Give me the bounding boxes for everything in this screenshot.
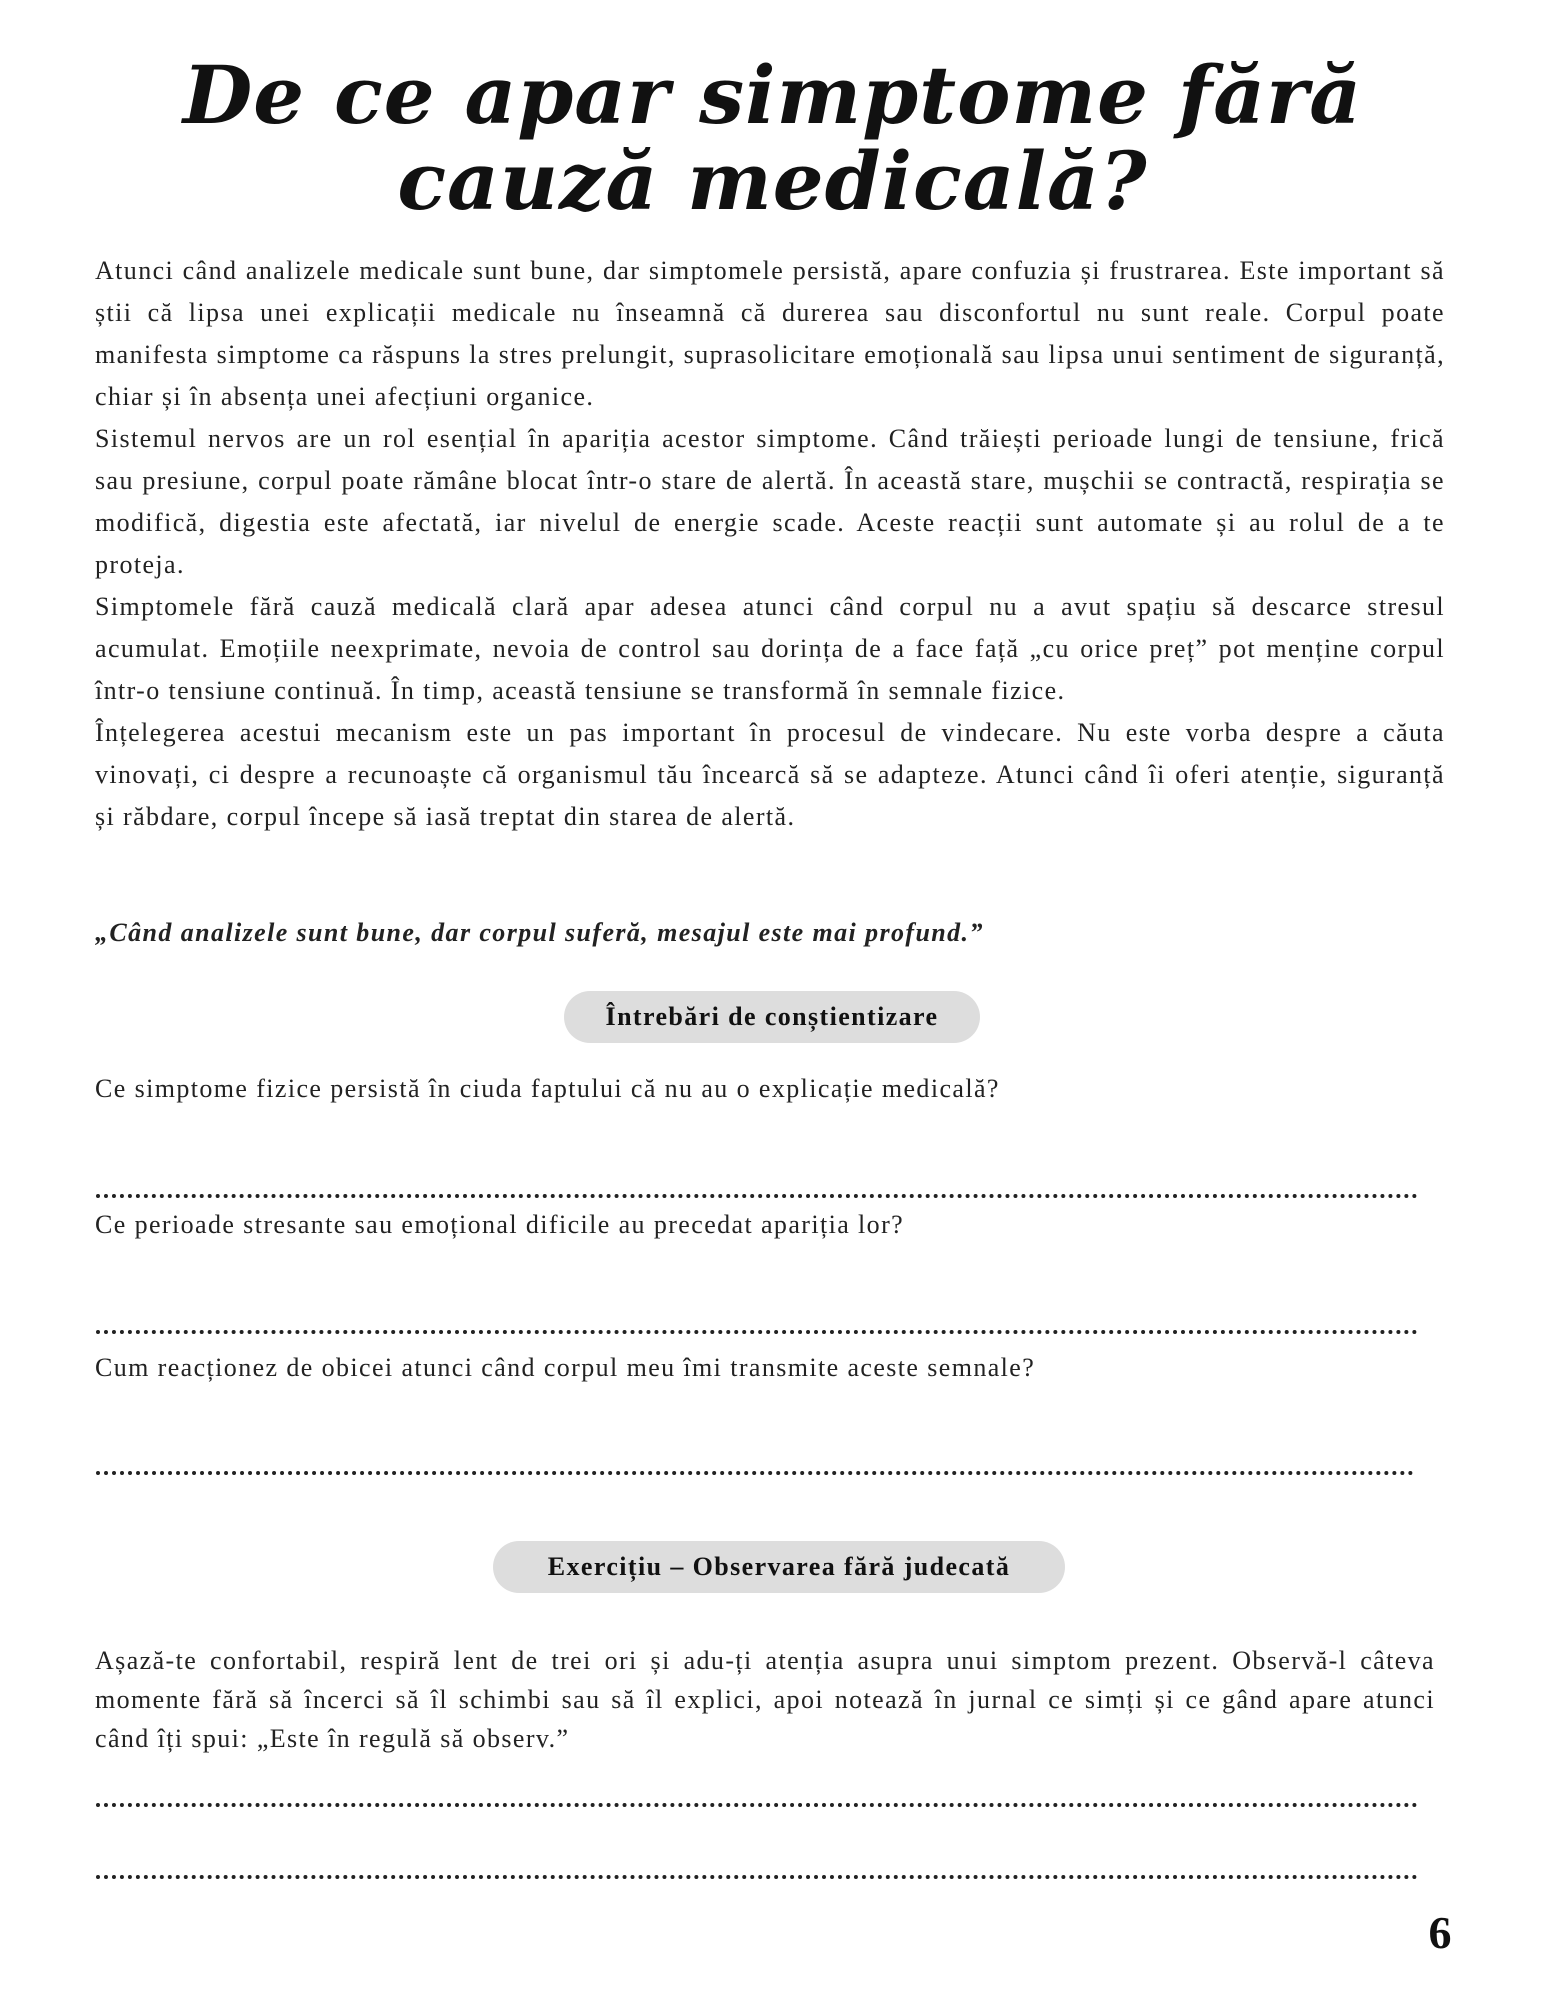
- page-number: 6: [1428, 1907, 1452, 1958]
- page-title: De ce apar simptome fără cauză medicală?: [182, 48, 1363, 228]
- paragraph-3: Simptomele fără cauză medicală clară apar adesea atunci când corpul nu a avut spațiu să descarce stresul acumulat. Emoțiile neexprimate, nevoia de control sau dorința de a face față „cu orice preț” pot menține corpul într-o tensiune continuă. În timp, această tensiune se transformă în semnale fizice.: [95, 592, 1445, 705]
- question-3: Cum reacționez de obicei atunci când corpul meu îmi transmite aceste semnale?: [95, 1353, 1036, 1382]
- exercise-answer-line-2[interactable]: [96, 1875, 1418, 1879]
- exercise-heading: Exercițiu – Observarea fără judecată: [493, 1541, 1065, 1593]
- paragraph-1: Atunci când analizele medicale sunt bune, dar simptomele persistă, apare confuzia și frustrarea. Este important să știi că lipsa unei explicații medicale nu înseamnă că durerea sau disconfortul nu sunt reale. Corpul poate manifesta simptome ca răspuns la stres prelungit, suprasolicitare emoțională sau lipsa unui sentiment de siguranță, chiar și în absența unei afecțiuni organice.: [95, 256, 1445, 411]
- answer-line-2[interactable]: [96, 1330, 1418, 1334]
- exercise-answer-line-1[interactable]: [96, 1803, 1418, 1807]
- answer-line-1[interactable]: [96, 1194, 1418, 1198]
- paragraph-2: Sistemul nervos are un rol esențial în apariția acestor simptome. Când trăiești perioade lungi de tensiune, frică sau presiune, corpul poate rămâne blocat într-o stare de alertă. În această stare, mușchii se contractă, respirația se modifică, digestia este afectată, iar nivelul de energie scade. Aceste reacții sunt automate și au rolul de a te proteja.: [95, 424, 1445, 579]
- question-1: Ce simptome fizice persistă în ciuda faptului că nu au o explicație medicală?: [95, 1074, 1000, 1103]
- paragraph-4: Înțelegerea acestui mecanism este un pas important în procesul de vindecare. Nu este vorba despre a căuta vinovați, ci despre a recunoaște că organismul tău încearcă să se adapteze. Atunci când îi oferi atenție, siguranță și răbdare, corpul începe să iasă treptat din starea de alertă.: [95, 718, 1445, 831]
- quote: „Când analizele sunt bune, dar corpul suferă, mesajul este mai profund.”: [95, 918, 984, 947]
- exercise-text: Așază-te confortabil, respiră lent de trei ori și adu-ți atenția asupra unui simptom prezent. Observă-l câteva momente fără să încerci să îl schimbi sau să îl explici, apoi notează în jurnal ce simți și ce gând apare atunci când îți spui: „Este în regulă să observ.”: [95, 1646, 1435, 1753]
- question-2: Ce perioade stresante sau emoțional dificile au precedat apariția lor?: [95, 1210, 905, 1239]
- body-text: [95, 250, 1445, 838]
- answer-line-3[interactable]: [96, 1471, 1414, 1475]
- awareness-heading: Întrebări de conștientizare: [564, 991, 980, 1043]
